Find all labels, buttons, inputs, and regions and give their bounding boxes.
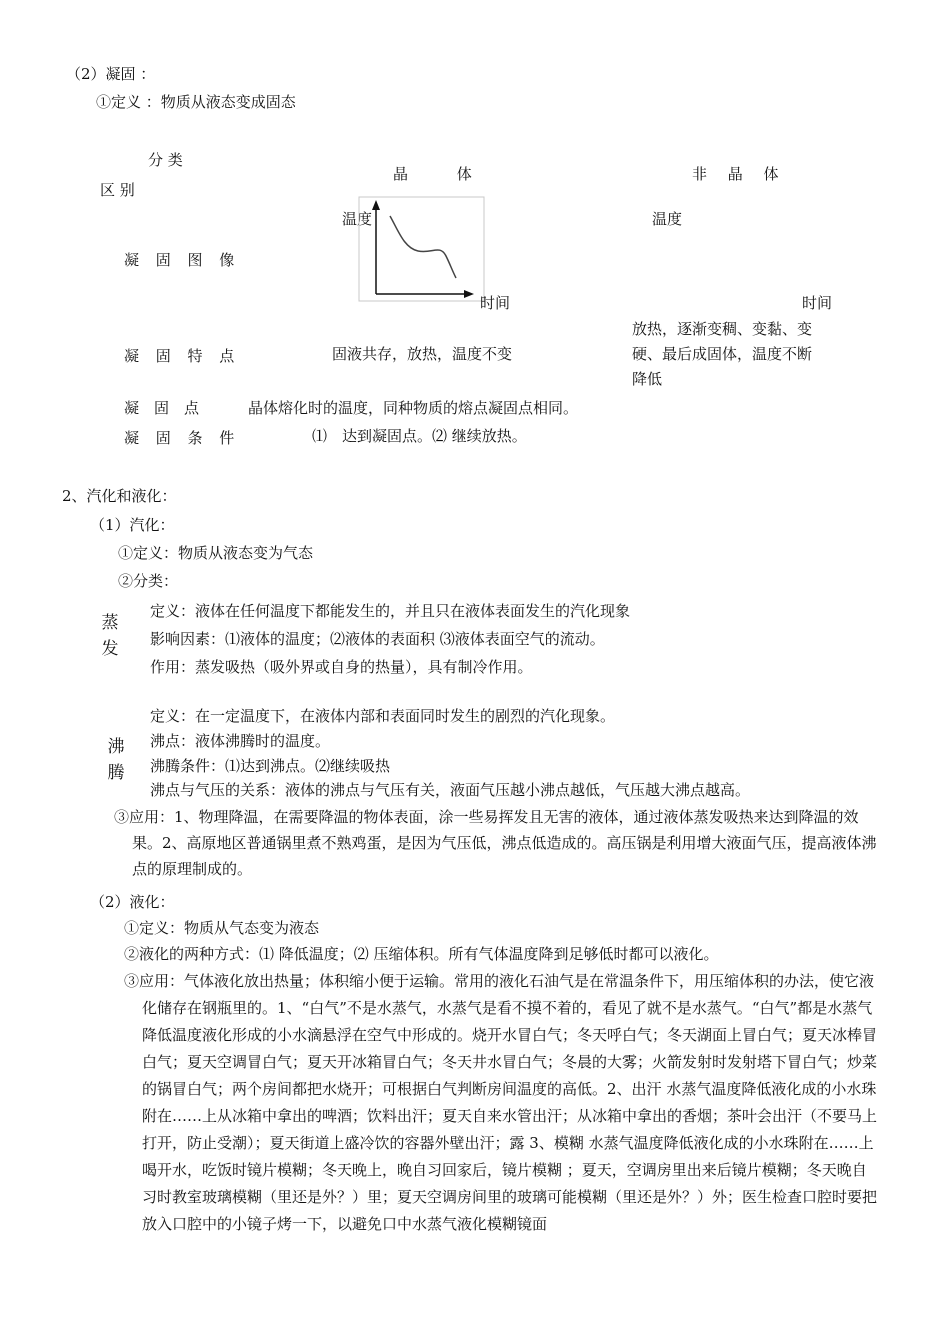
crystal-axis-time-label: 时间 [480,294,511,312]
crystal-feature-text: 固液共存，放热，温度不变 [332,345,513,363]
liquefy-definition: ①定义：物质从气态变为液态 [124,919,320,937]
boiling-pressure: 沸点与气压的关系：液体的沸点与气压有关，液面气压越小沸点越低，气压越大沸点越高。 [150,781,751,799]
vaporize-classify: ②分类： [118,572,179,590]
amorphous-feature-line-3: 降低 [632,370,663,388]
crystal-axis-temp-label: 温度 [342,210,373,228]
solidify-definition: ①定义 ：物质从液态变成固态 [96,93,296,111]
evaporation-definition: 定义：液体在任何温度下都能发生的，并且只在液体表面发生的汽化现象 [150,602,631,620]
amorphous-feature-line-1: 放热，逐渐变稠、变黏、变 [632,320,813,338]
liquefy-application: ③应用：气体液化放出热量；体积缩小便于运输。常用的液化石油气是在常温条件下，用压缩体积的办法，使它液化储存在钢瓶里的。1、“白气”不是水蒸气，水蒸气是看不摸不着的，看见了就不是水蒸气。“白气”都是水蒸气降低温度液化形成的小水滴悬浮在空气中形成的。烧开水冒白气；冬天呼白气；冬天湖面上冒白气；夏天冰棒冒白气；夏天空调冒白气；夏天开冰箱冒白气；冬天井水冒白气；冬晨的大雾；火箭发射时发射塔下冒白气；炒菜的锅冒白气；两个房间都把水烧开；可根据白气判断房间温度的高低。2、出汗 水蒸气温度降低液化成的小水珠附在……上从冰箱中拿出的啤酒；饮料出汗；夏天自来水管出汗；从冰箱中拿出的香烟；茶叶会出汗（不要马上打开，防止受潮）；夏天街道上盛冷饮的容器外壁出汗；露 3、模糊 水蒸气温度降低液化成的小水珠附在……上喝开水，吃饭时镜片模糊；冬天晚上，晚自习回家后，镜片模糊 ；夏天，空调房里出来后镜片模糊；冬天晚自习时教室玻璃模糊（里还是外？）里；夏天空调房间里的玻璃可能模糊（里还是外？）外；医生检查口腔时要把放入口腔中的小镜子烤一下，以避免口中水蒸气液化模糊镜面 [124,972,878,1233]
row-label-graph: 凝 固 图 像 [124,251,241,269]
boiling-condition: 沸腾条件：⑴达到沸点。⑵继续吸热 [150,757,391,775]
row-label-condition: 凝 固 条 件 [124,429,241,447]
table-corner-bottom: 区 别 [100,181,135,199]
crystal-cooling-graph [358,196,486,302]
vaporize-definition: ①定义：物质从液态变为气态 [118,544,314,562]
solidify-heading: （2）凝固 ： [66,65,156,83]
evaporation-effect: 作用：蒸发吸热（吸外界或自身的热量），具有制冷作用。 [150,658,533,676]
evaporation-factors: 影响因素：⑴液体的温度；⑵液体的表面积 ⑶液体表面空气的流动。 [150,630,605,648]
vaporize-heading: 2、汽化和液化： [62,487,177,505]
liquefy-heading: （2）液化： [90,893,175,911]
row-label-point: 凝 固 点 [124,399,200,417]
column-amorphous: 非 晶 体 [692,165,787,183]
amorphous-feature-line-2: 硬、最后成固体，温度不断 [632,345,813,363]
point-text: 晶体熔化时的温度，同种物质的熔点凝固点相同。 [248,399,579,417]
column-crystal: 晶 体 [393,165,494,183]
boiling-label: 沸腾 [107,737,125,783]
evaporation-label: 蒸发 [101,613,119,659]
amorphous-axis-time-label: 时间 [802,294,833,312]
vaporize-application: ③应用：1、物理降温，在需要降温的物体表面，涂一些易挥发且无害的液体，通过液体蒸发吸热来达到降温的效果。2、高原地区普通锅里煮不熟鸡蛋，是因为气压低，沸点低造成的。高压锅是利用增大液面气压，提高液体沸点的原理制成的。 [114,808,877,878]
condition-text: ⑴ 达到凝固点。⑵ 继续放热。 [312,427,527,445]
liquefy-methods: ②液化的两种方式：⑴ 降低温度；⑵ 压缩体积。所有气体温度降到足够低时都可以液化。 [124,945,719,963]
amorphous-axis-temp-label: 温度 [652,210,683,228]
table-corner-top: 分 类 [148,151,183,169]
row-label-feature: 凝 固 特 点 [124,347,241,365]
vaporize-subheading: （1）汽化： [90,516,175,534]
boiling-definition: 定义：在一定温度下，在液体内部和表面同时发生的剧烈的汽化现象。 [150,707,616,725]
boiling-point: 沸点：液体沸腾时的温度。 [150,732,331,750]
